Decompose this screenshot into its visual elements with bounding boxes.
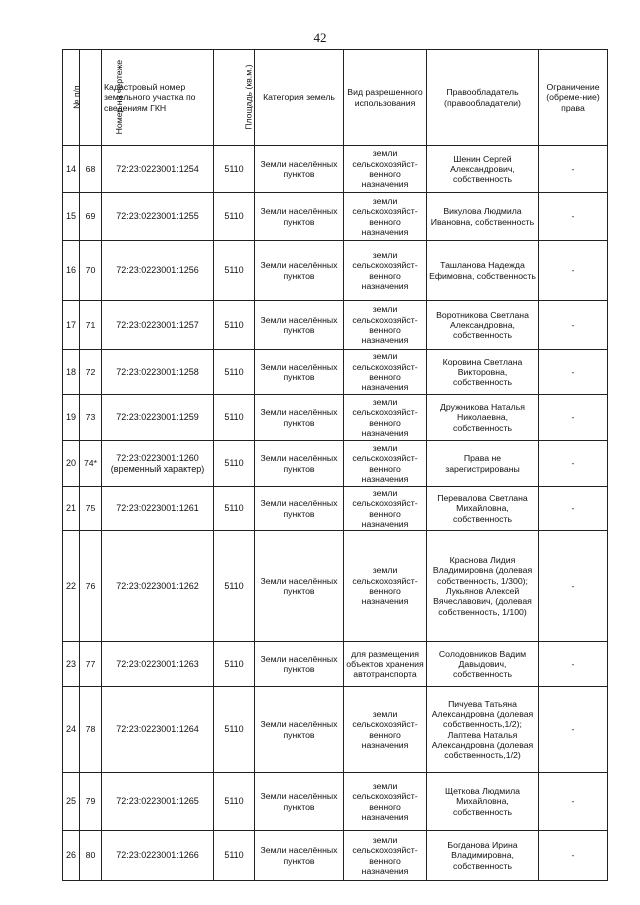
land-category-cell: Земли населённых пунктов [255, 193, 344, 241]
table-row [63, 687, 608, 773]
owner-cell: Права не зарегистрированы [427, 441, 539, 487]
header-restriction: Ограничение (обреме-ние) права [539, 50, 608, 146]
drawing-number-cell: 70 [80, 241, 102, 301]
permitted-use-cell: земли сельскохозяйст-венного назначения [344, 395, 427, 441]
cadastral-number-cell: 72:23:0223001:1254 [102, 146, 214, 193]
restriction-cell: - [539, 487, 608, 531]
land-category-cell: Земли населённых пунктов [255, 773, 344, 831]
permitted-use-cell: земли сельскохозяйст-венного назначения [344, 831, 427, 881]
owner-cell: Викулова Людмила Ивановна, собственность [427, 193, 539, 241]
row-index-cell: 23 [63, 642, 80, 687]
area-cell: 5110 [214, 531, 255, 642]
restriction-cell: - [539, 241, 608, 301]
land-category-cell: Земли населённых пунктов [255, 146, 344, 193]
area-cell: 5110 [214, 395, 255, 441]
restriction-cell: - [539, 301, 608, 350]
table-row [63, 531, 608, 642]
owner-cell: Щеткова Людмила Михайловна, собственность [427, 773, 539, 831]
row-index-cell: 24 [63, 687, 80, 773]
owner-cell: Шенин Сергей Александрович, собственность [427, 146, 539, 193]
row-index-cell: 16 [63, 241, 80, 301]
area-cell: 5110 [214, 773, 255, 831]
land-category-cell: Земли населённых пунктов [255, 687, 344, 773]
restriction-cell: - [539, 831, 608, 881]
cadastral-number-cell: 72:23:0223001:1266 [102, 831, 214, 881]
table-header-row [63, 50, 608, 146]
owner-cell: Краснова Лидия Владимировна (долевая собственность, 1/300); Лукьянов Алексей Вячеславович, (долевая собственность, 1/100) [427, 531, 539, 642]
table-row [63, 395, 608, 441]
area-cell: 5110 [214, 146, 255, 193]
row-index-cell: 19 [63, 395, 80, 441]
permitted-use-cell: земли сельскохозяйст-венного назначения [344, 441, 427, 487]
drawing-number-cell: 79 [80, 773, 102, 831]
cadastral-number-cell: 72:23:0223001:1264 [102, 687, 214, 773]
restriction-cell: - [539, 146, 608, 193]
land-category-cell: Земли населённых пунктов [255, 642, 344, 687]
owner-cell: Перевалова Светлана Михайловна, собственность [427, 487, 539, 531]
table-row [63, 146, 608, 193]
owner-cell: Дружникова Наталья Николаевна, собственность [427, 395, 539, 441]
area-cell: 5110 [214, 687, 255, 773]
page-number: 42 [313, 30, 327, 45]
cadastral-number-cell: 72:23:0223001:1258 [102, 350, 214, 395]
table-body [63, 146, 608, 881]
cadastral-number-cell: 72:23:0223001:1263 [102, 642, 214, 687]
area-cell: 5110 [214, 193, 255, 241]
permitted-use-cell: земли сельскохозяйст-венного назначения [344, 241, 427, 301]
permitted-use-cell: земли сельскохозяйст-венного назначения [344, 350, 427, 395]
restriction-cell: - [539, 642, 608, 687]
area-cell: 5110 [214, 241, 255, 301]
permitted-use-cell: земли сельскохозяйст-венного назначения [344, 301, 427, 350]
header-land-category: Категория земель [255, 50, 344, 146]
row-index-cell: 18 [63, 350, 80, 395]
row-index-cell: 21 [63, 487, 80, 531]
permitted-use-cell: для размещения объектов хранения автотранспорта [344, 642, 427, 687]
drawing-number-cell: 73 [80, 395, 102, 441]
owner-cell: Ташланова Надежда Ефимовна, собственность [427, 241, 539, 301]
cadastral-number-cell: 72:23:0223001:1256 [102, 241, 214, 301]
land-category-cell: Земли населённых пунктов [255, 241, 344, 301]
restriction-cell: - [539, 350, 608, 395]
header-drawing-number: Номер на чертеже [80, 50, 102, 146]
land-category-cell: Земли населённых пунктов [255, 531, 344, 642]
header-permitted-use: Вид разрешенного использования [344, 50, 427, 146]
table-row [63, 773, 608, 831]
permitted-use-cell: земли сельскохозяйст-венного назначения [344, 193, 427, 241]
table-row [63, 241, 608, 301]
row-index-cell: 14 [63, 146, 80, 193]
cadastral-number-cell: 72:23:0223001:1260 (временный характер) [102, 441, 214, 487]
permitted-use-cell: земли сельскохозяйст-венного назначения [344, 687, 427, 773]
drawing-number-cell: 78 [80, 687, 102, 773]
restriction-cell: - [539, 773, 608, 831]
table-row [63, 301, 608, 350]
permitted-use-cell: земли сельскохозяйст-венного назначения [344, 773, 427, 831]
area-cell: 5110 [214, 350, 255, 395]
row-index-cell: 15 [63, 193, 80, 241]
restriction-cell: - [539, 687, 608, 773]
row-index-cell: 17 [63, 301, 80, 350]
cadastral-number-cell: 72:23:0223001:1259 [102, 395, 214, 441]
row-index-cell: 26 [63, 831, 80, 881]
land-category-cell: Земли населённых пунктов [255, 395, 344, 441]
owner-cell: Солодовников Вадим Давыдович, собственность [427, 642, 539, 687]
permitted-use-cell: земли сельскохозяйст-венного назначения [344, 487, 427, 531]
cadastral-number-cell: 72:23:0223001:1265 [102, 773, 214, 831]
cadastral-number-cell: 72:23:0223001:1262 [102, 531, 214, 642]
drawing-number-cell: 75 [80, 487, 102, 531]
restriction-cell: - [539, 531, 608, 642]
area-cell: 5110 [214, 441, 255, 487]
drawing-number-cell: 77 [80, 642, 102, 687]
header-owner: Правообладатель (правообладатели) [427, 50, 539, 146]
restriction-cell: - [539, 395, 608, 441]
area-cell: 5110 [214, 487, 255, 531]
drawing-number-cell: 76 [80, 531, 102, 642]
area-cell: 5110 [214, 642, 255, 687]
header-area: Площадь (кв.м.) [214, 50, 255, 146]
table-row [63, 831, 608, 881]
land-category-cell: Земли населённых пунктов [255, 301, 344, 350]
header-cadastral-number: Кадастровый номер земельного участка по сведениям ГКН [102, 50, 214, 146]
permitted-use-cell: земли сельскохозяйст-венного назначения [344, 146, 427, 193]
cadastral-number-cell: 72:23:0223001:1261 [102, 487, 214, 531]
table-row [63, 350, 608, 395]
permitted-use-cell: земли сельскохозяйст-венного назначения [344, 531, 427, 642]
row-index-cell: 22 [63, 531, 80, 642]
cadastral-number-cell: 72:23:0223001:1257 [102, 301, 214, 350]
header-index: № п/п [63, 50, 80, 146]
land-plots-table [62, 49, 608, 881]
table-row [63, 441, 608, 487]
table-row [63, 642, 608, 687]
row-index-cell: 20 [63, 441, 80, 487]
land-category-cell: Земли населённых пунктов [255, 441, 344, 487]
table-row [63, 487, 608, 531]
drawing-number-cell: 71 [80, 301, 102, 350]
owner-cell: Богданова Ирина Владимировна, собственность [427, 831, 539, 881]
owner-cell: Воротникова Светлана Александровна, собственность [427, 301, 539, 350]
land-category-cell: Земли населённых пунктов [255, 487, 344, 531]
owner-cell: Пичуева Татьяна Александровна (долевая собственность,1/2); Лаптева Наталья Александровна (долевая собственность,1/2) [427, 687, 539, 773]
drawing-number-cell: 74* [80, 441, 102, 487]
land-category-cell: Земли населённых пунктов [255, 350, 344, 395]
drawing-number-cell: 69 [80, 193, 102, 241]
drawing-number-cell: 80 [80, 831, 102, 881]
row-index-cell: 25 [63, 773, 80, 831]
restriction-cell: - [539, 441, 608, 487]
owner-cell: Коровина Светлана Викторовна, собственность [427, 350, 539, 395]
area-cell: 5110 [214, 301, 255, 350]
restriction-cell: - [539, 193, 608, 241]
drawing-number-cell: 72 [80, 350, 102, 395]
table-row [63, 193, 608, 241]
cadastral-number-cell: 72:23:0223001:1255 [102, 193, 214, 241]
area-cell: 5110 [214, 831, 255, 881]
drawing-number-cell: 68 [80, 146, 102, 193]
land-category-cell: Земли населённых пунктов [255, 831, 344, 881]
